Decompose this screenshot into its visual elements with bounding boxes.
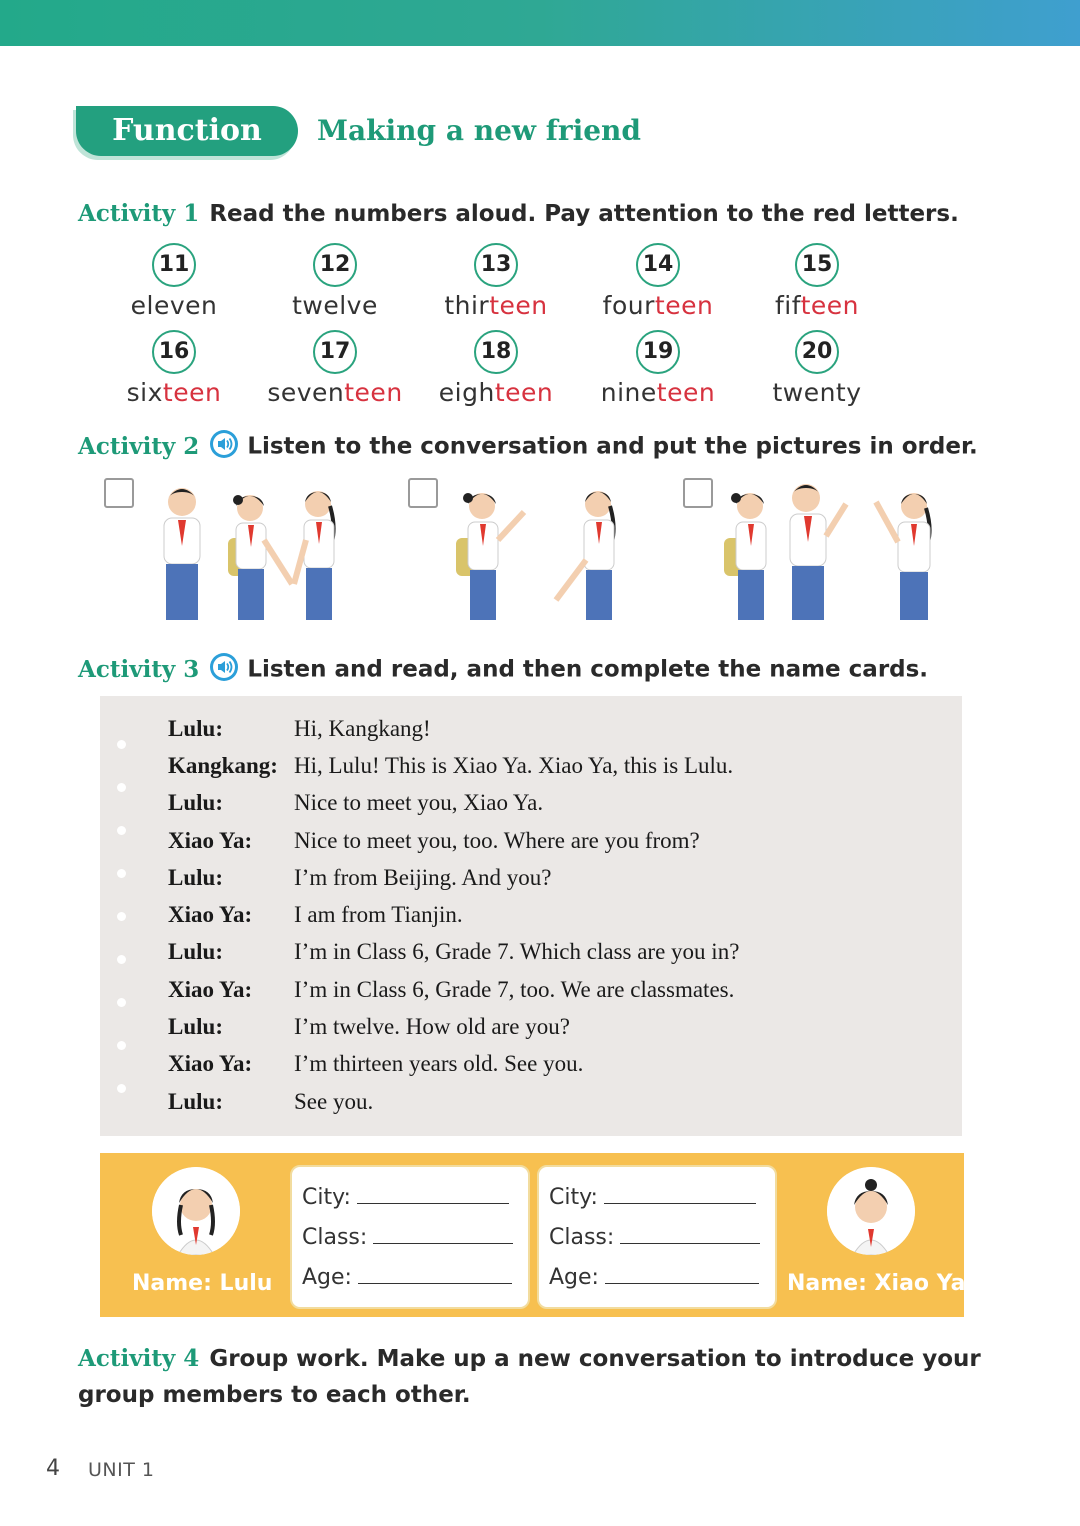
number-badge: 19 [636,330,680,374]
dialogue-text: I’m in Class 6, Grade 7. Which class are you in? [294,939,740,964]
number-item [732,330,902,407]
dialogue-text: I’m in Class 6, Grade 7, too. We are classmates. [294,977,735,1002]
number-item [573,243,743,320]
dialogue-line [168,716,431,742]
activity-1-label: Activity 1 [78,200,200,227]
number-word: seventeen [267,378,403,407]
dialogue-text: See you. [294,1089,374,1114]
number-word: fourteen [602,291,714,320]
picture-handshake [140,480,360,626]
girl-braids-figure [556,491,614,620]
activity-4-instruction-line-1: Group work. Make up a new conversation to introduce your [209,1346,981,1372]
dialogue-line [168,977,734,1003]
number-item [573,330,743,407]
speaker-name: Lulu: [168,790,223,815]
number-word: twelve [292,291,378,320]
age-field[interactable]: Age: [302,1263,512,1290]
activity-4-instruction-line-2: group members to each other. [78,1382,471,1408]
number-badge: 16 [152,330,196,374]
section-title: Making a new friend [317,114,641,147]
activity-3-heading [78,655,928,685]
number-word: fifteen [774,291,860,320]
number-word: eleven [130,291,218,320]
xiao-ya-avatar [827,1167,915,1255]
function-tag: Function [76,106,298,156]
activity-4-heading [78,1345,981,1372]
lulu-info-card [290,1165,530,1309]
dialogue-text: Hi, Lulu! This is Xiao Ya. Xiao Ya, this is Lulu. [294,753,734,778]
dialogue-line [168,865,551,891]
binder-dot [117,1041,126,1050]
speaker-name: Lulu: [168,716,223,741]
xiao-ya-info-card [537,1165,777,1309]
number-word: sixteen [126,378,222,407]
girl-with-backpack-figure [724,493,766,620]
dialogue-line [168,790,543,816]
picture-waving [450,480,630,626]
binder-dot [117,1084,126,1093]
dialogue-line [168,1014,570,1040]
number-badge: 15 [795,243,839,287]
number-item [250,243,420,320]
binder-dot [117,826,126,835]
binder-dot [117,740,126,749]
number-badge: 18 [474,330,518,374]
number-item [250,330,420,407]
dialogue-text: Nice to meet you, too. Where are you from? [294,828,700,853]
number-badge: 11 [152,243,196,287]
speaker-audio-icon[interactable] [209,652,239,682]
girl-braids-waving-figure [876,493,930,620]
number-badge: 14 [636,243,680,287]
speaker-name: Lulu: [168,1089,223,1114]
speaker-name: Xiao Ya: [168,902,253,927]
activity-3-instruction: Listen and read, and then complete the name cards. [247,656,929,683]
picture-three-students [718,480,948,626]
dialogue-line [168,902,463,928]
speaker-name: Xiao Ya: [168,828,253,853]
top-color-bar [0,0,1080,46]
activity-2-label: Activity 2 [78,432,200,460]
activity-1-instruction: Read the numbers aloud. Pay attention to the red letters. [209,201,959,227]
dialogue-line [168,939,739,965]
speaker-name: Lulu: [168,939,223,964]
dialogue-line [168,828,700,854]
dialogue-text: Hi, Kangkang! [294,716,431,741]
order-checkbox-3[interactable] [683,478,713,508]
order-checkbox-2[interactable] [408,478,438,508]
binder-dot [117,955,126,964]
number-badge: 12 [313,243,357,287]
speaker-name: Lulu: [168,865,223,890]
speaker-name: Lulu: [168,1014,223,1039]
dialogue-text: Nice to meet you, Xiao Ya. [294,790,544,815]
name-cards-panel [100,1153,964,1317]
activity-3-label: Activity 3 [78,655,200,683]
activity-2-heading [78,432,978,462]
boy-figure [164,488,200,620]
age-field[interactable]: Age: [549,1263,759,1290]
number-item [732,243,902,320]
number-word: thirteen [444,291,548,320]
dialogue-line [168,1051,583,1077]
speaker-name: Xiao Ya: [168,977,253,1002]
dialogue-line [168,753,733,779]
speaker-audio-icon[interactable] [209,429,239,459]
girl-braids-figure [294,491,334,620]
dialogue-text: I’m from Beijing. And you? [294,865,552,890]
class-field[interactable]: Class: [302,1223,513,1250]
dialogue-text: I’m thirteen years old. See you. [294,1051,584,1076]
dialogue-text: I am from Tianjin. [294,902,463,927]
city-field[interactable]: City: [549,1183,756,1210]
binder-dot [117,912,126,921]
dialogue-text: I’m twelve. How old are you? [294,1014,570,1039]
girl-with-backpack-figure [456,493,524,620]
boy-waving-figure [790,484,846,620]
number-badge: 13 [474,243,518,287]
order-checkbox-1[interactable] [104,478,134,508]
binder-dot [117,783,126,792]
speaker-name: Kangkang: [168,753,278,778]
binder-dot [117,998,126,1007]
number-item [411,330,581,407]
class-field[interactable]: Class: [549,1223,760,1250]
number-word: twenty [772,378,862,407]
left-card-name: Name: Lulu [132,1271,273,1296]
girl-with-backpack-figure [228,495,292,620]
speaker-name: Xiao Ya: [168,1051,253,1076]
activity-4-label: Activity 4 [78,1345,200,1372]
binder-dot [117,869,126,878]
number-item [89,243,259,320]
page-number: 4 [46,1456,60,1481]
number-item [411,243,581,320]
activity-1-heading [78,200,959,227]
unit-label: UNIT 1 [88,1459,155,1481]
right-card-name: Name: Xiao Ya [787,1271,966,1296]
activity-2-instruction: Listen to the conversation and put the pictures in order. [247,433,978,460]
lulu-avatar [152,1167,240,1255]
number-item [89,330,259,407]
number-word: nineteen [600,378,716,407]
number-word: eighteen [438,378,554,407]
dialogue-line [168,1089,373,1115]
number-badge: 20 [795,330,839,374]
city-field[interactable]: City: [302,1183,509,1210]
number-badge: 17 [313,330,357,374]
